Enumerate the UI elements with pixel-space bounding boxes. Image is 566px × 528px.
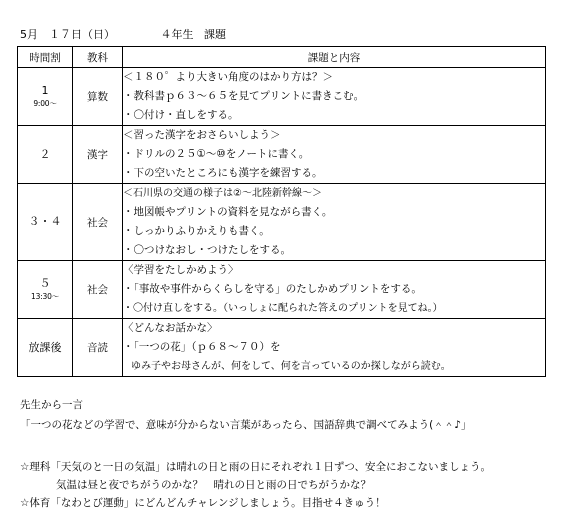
content-line: ・〇つけなおし・つけたしをする。 <box>123 244 291 256</box>
period-number: 1 <box>41 83 49 97</box>
teacher-heading: 先生から一言 <box>20 399 83 411</box>
period-cell <box>18 126 73 184</box>
period-cell <box>18 261 73 319</box>
subject-cell: 算数 <box>73 68 123 126</box>
pe-note: ☆体育「なわとび運動」にどんどんチャレンジしましょう。目指せ４きゅう！ <box>20 497 386 509</box>
period-cell <box>18 184 73 261</box>
content-cell <box>123 319 546 377</box>
table-header-row <box>18 47 546 68</box>
content-line: ・教科書ｐ６３～６５を見てプリントに書きこむ。 <box>123 90 365 102</box>
science-note-line2: 気温は昼と夜でちがうのかな？ 晴れの日と雨の日でちがうかな？ <box>56 479 371 491</box>
content-line: ・「一つの花」（ｐ６８～７０）を <box>123 341 281 353</box>
table-row <box>18 184 546 261</box>
subject-cell: 音読 <box>73 319 123 377</box>
header-title: 課題 <box>203 28 226 41</box>
content-line: ＜１８０゜より大きい角度のはかり方は？＞ <box>123 71 333 83</box>
content-line: ＜習った漢字をおさらいしよう＞ <box>123 129 281 141</box>
header-grade: ４年生 <box>160 28 194 41</box>
table-row <box>18 319 546 377</box>
content-cell <box>123 261 546 319</box>
assignment-table <box>17 46 546 377</box>
subject-cell: 社会 <box>73 184 123 261</box>
period-number: 放課後 <box>28 340 62 354</box>
period-number: ５ <box>39 276 51 290</box>
column-header-content: 課題と内容 <box>123 47 546 68</box>
content-cell <box>123 184 546 261</box>
content-line: ・〇付け直しをする。（いっしょに配られた答えのプリントを見てね。） <box>123 303 443 314</box>
header-date: 5月 １７日（日） <box>20 28 115 41</box>
period-number: ２ <box>39 147 51 161</box>
subject-cell: 社会 <box>73 261 123 319</box>
period-cell <box>18 319 73 377</box>
content-cell <box>123 68 546 126</box>
content-line: ・〇付け・直しをする。 <box>123 109 239 121</box>
content-line: ・「事故や事件からくらしを守る」のたしかめプリントをする。 <box>123 283 422 295</box>
period-cell <box>18 68 73 126</box>
period-number: ３・４ <box>28 215 62 228</box>
teacher-message: 「一つの花などの学習で、意味が分からない言葉があったら、国語辞典で調べてみよう(＾＾♪」 <box>20 419 472 431</box>
column-header-subject: 教科 <box>73 47 123 68</box>
content-line: ・地図帳やプリントの資料を見ながら書く。 <box>123 206 333 218</box>
content-line: 〈学習をたしかめよう〉 <box>123 264 239 276</box>
content-line: ・下の空いたところにも漢字を練習する。 <box>123 167 323 179</box>
subject-cell: 漢字 <box>73 126 123 184</box>
content-line: ゆみ子やお母さんが、何をして、何を言っているのか探しながら読む。 <box>131 361 451 372</box>
content-line: ＜石川県の交通の様子は②～北陸新幹線～＞ <box>123 188 322 199</box>
period-time: 13:30～ <box>31 291 59 301</box>
table-row <box>18 261 546 319</box>
document-header <box>20 26 226 42</box>
science-note-line1: ☆理科「天気のと一日の気温」は晴れの日と雨の日にそれぞれ１日ずつ、安全におこないましょう。 <box>20 461 491 473</box>
table-row <box>18 126 546 184</box>
content-cell <box>123 126 546 184</box>
period-time: 9:00～ <box>33 98 57 108</box>
content-line: ・ドリルの２５①～⑩をノートに書く。 <box>123 148 310 160</box>
content-line: 〈どんなお話かな〉 <box>123 322 218 334</box>
content-line: ・しっかりふりかえりも書く。 <box>123 225 270 237</box>
column-header-period: 時間割 <box>18 47 73 68</box>
table-row <box>18 68 546 126</box>
